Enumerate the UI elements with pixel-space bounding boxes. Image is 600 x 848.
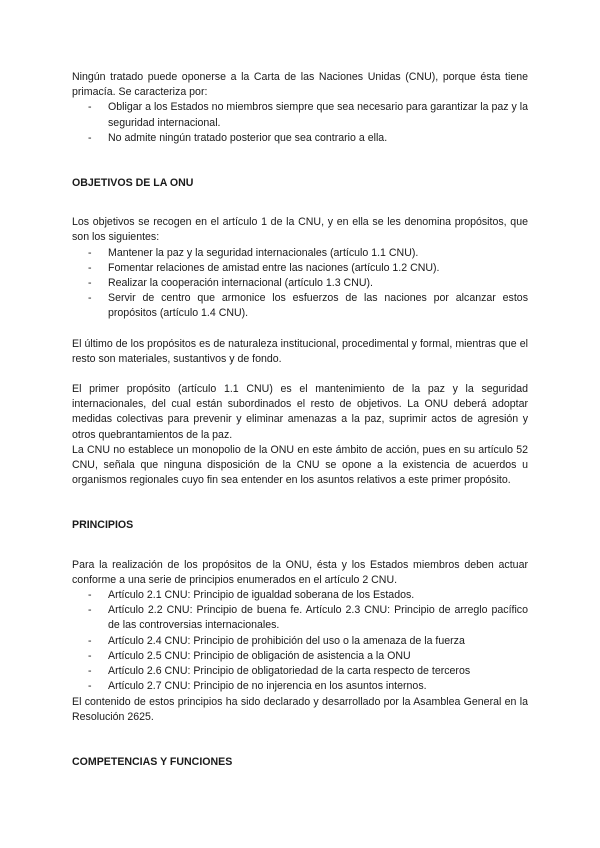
objetivos-list [72, 246, 528, 322]
list-item: - No admite ningún tratado posterior que sea contrario a ella. [72, 131, 528, 146]
list-item: - Servir de centro que armonice los esfuerzos de las naciones por alcanzar estos propósitos (artículo 1.4 CNU). [72, 291, 528, 321]
principios-intro: Para la realización de los propósitos de la ONU, ésta y los Estados miembros deben actuar conforme a una serie de principios enumerados en el artículo 2 CNU. [72, 558, 528, 586]
list-item: - Obligar a los Estados no miembros siempre que sea necesario para garantizar la paz y la seguridad internacional. [72, 100, 528, 130]
intro-list [72, 100, 528, 146]
intro-paragraph: Ningún tratado puede oponerse a la Carta de las Naciones Unidas (CNU), porque ésta tiene primacía. Se caracteriza por: [72, 71, 528, 99]
list-item: - Artículo 2.7 CNU: Principio de no injerencia en los asuntos internos. [72, 679, 528, 694]
objetivos-paragraph-3: La CNU no establece un monopolio de la ONU en este ámbito de acción, pues en su artículo 52 CNU, señala que ninguna disposición de la CNU se opone a la existencia de acuerdos u organismos regionales cuyo fin sea entender en los asuntos relativos a este primer propósito. [72, 443, 528, 487]
section-heading-competencias: COMPETENCIAS Y FUNCIONES [72, 755, 233, 768]
objetivos-intro: Los objetivos se recogen en el artículo 1 de la CNU, y en ella se les denomina propósitos, que son los siguientes: [72, 216, 528, 244]
list-item: - Artículo 2.5 CNU: Principio de obligación de asistencia a la ONU [72, 649, 528, 664]
list-item: - Artículo 2.2 CNU: Principio de buena fe. Artículo 2.3 CNU: Principio de arreglo pacífico de las controversias internacionales. [72, 603, 528, 633]
list-item: - Fomentar relaciones de amistad entre las naciones (artículo 1.2 CNU). [72, 261, 528, 276]
section-heading-principios: PRINCIPIOS [72, 519, 134, 532]
list-item: - Realizar la cooperación internacional (artículo 1.3 CNU). [72, 276, 528, 291]
list-item: - Artículo 2.1 CNU: Principio de igualdad soberana de los Estados. [72, 588, 528, 603]
list-item: - Mantener la paz y la seguridad internacionales (artículo 1.1 CNU). [72, 246, 528, 261]
list-item: - Artículo 2.6 CNU: Principio de obligatoriedad de la carta respecto de terceros [72, 664, 528, 679]
principios-closing: El contenido de estos principios ha sido declarado y desarrollado por la Asamblea General en la Resolución 2625. [72, 695, 528, 723]
list-item: - Artículo 2.4 CNU: Principio de prohibición del uso o la amenaza de la fuerza [72, 634, 528, 649]
section-heading-objetivos: OBJETIVOS DE LA ONU [72, 177, 194, 190]
objetivos-paragraph-1: El último de los propósitos es de naturaleza institucional, procedimental y formal, mientras que el resto son materiales, sustantivos y de fondo. [72, 337, 528, 365]
principios-list [72, 588, 528, 694]
objetivos-paragraph-2: El primer propósito (artículo 1.1 CNU) es el mantenimiento de la paz y la seguridad internacionales, del cual están subordinados el resto de objetivos. La ONU deberá adoptar medidas colectivas para prevenir y eliminar amenazas a la paz, suprimir actos de agresión y otros quebrantamientos de la paz. [72, 383, 528, 441]
